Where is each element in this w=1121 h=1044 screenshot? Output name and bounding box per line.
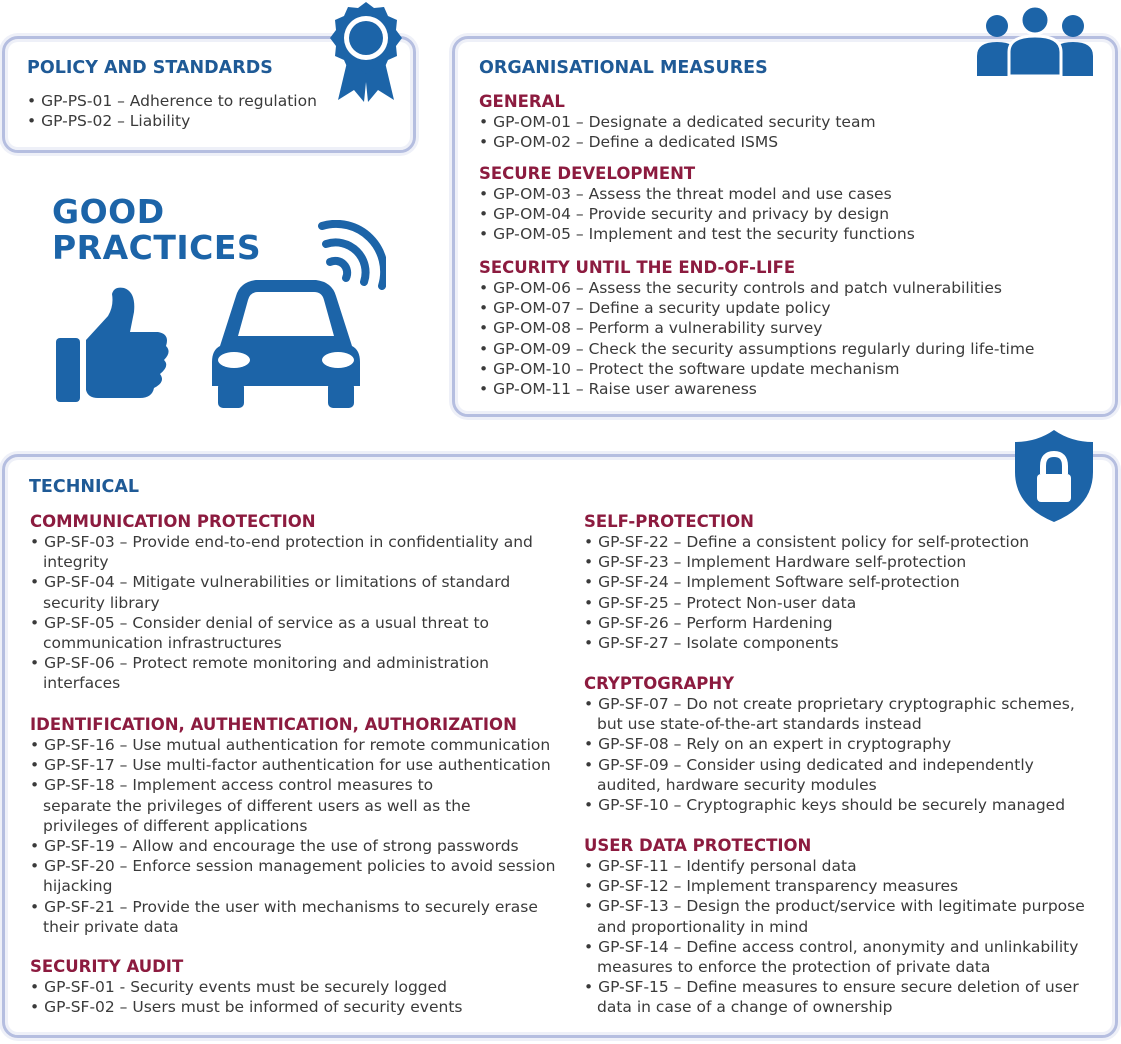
list-item: • GP-SF-25 – Protect Non-user data: [584, 593, 1099, 613]
thumbs-up-icon: [54, 286, 174, 404]
heading-line-2: PRACTICES: [52, 228, 262, 267]
om-section-end-of-life: [479, 258, 1099, 399]
list-item: • GP-SF-15 – Define measures to ensure secure deletion of user data in case of a change of ownership: [584, 977, 1099, 1017]
list-item: • GP-OM-10 – Protect the software update mechanism: [479, 359, 1099, 379]
list-item: • GP-SF-10 – Cryptographic keys should be securely managed: [584, 795, 1099, 815]
section-title: USER DATA PROTECTION: [584, 836, 812, 855]
list-item: • GP-PS-02 – Liability: [27, 111, 397, 131]
list-item: • GP-SF-20 – Enforce session management policies to avoid session hijacking: [30, 856, 560, 896]
list-item: • GP-OM-07 – Define a security update policy: [479, 298, 1099, 318]
tech-section-identification: [30, 715, 560, 937]
list-item: • GP-SF-17 – Use multi-factor authentication for use authentication: [30, 755, 560, 775]
list-item: • GP-SF-11 – Identify personal data: [584, 856, 1099, 876]
list-item: • GP-SF-24 – Implement Software self-protection: [584, 572, 1099, 592]
heading-line-1: GOOD: [52, 192, 165, 231]
list-item: • GP-SF-16 – Use mutual authentication for remote communication: [30, 735, 560, 755]
connected-car-icon: [196, 220, 386, 410]
tech-section-audit: [30, 957, 560, 1017]
list-item: • GP-SF-08 – Rely on an expert in cryptography: [584, 734, 1099, 754]
tech-section-self-protection: [584, 512, 1099, 653]
list-item: • GP-SF-14 – Define access control, anonymity and unlinkability measures to enforce the protection of private data: [584, 937, 1099, 977]
list-item: • GP-SF-13 – Design the product/service with legitimate purpose and proportionality in mind: [584, 896, 1099, 936]
list-item: • GP-SF-03 – Provide end-to-end protection in confidentiality and integrity: [30, 532, 560, 572]
tech-section-user-data: [584, 836, 1099, 1018]
list-item: • GP-OM-05 – Implement and test the security functions: [479, 224, 1089, 244]
list-item: • GP-SF-26 – Perform Hardening: [584, 613, 1099, 633]
list-item: • GP-SF-05 – Consider denial of service as a usual threat to communication infrastructures: [30, 613, 560, 653]
list-item: • GP-SF-21 – Provide the user with mechanisms to securely erase their private data: [30, 897, 560, 937]
section-title: SELF-PROTECTION: [584, 512, 754, 531]
list-item: • GP-OM-08 – Perform a vulnerability survey: [479, 318, 1099, 338]
section-title: SECURITY UNTIL THE END-OF-LIFE: [479, 258, 796, 277]
list-item: • GP-SF-19 – Allow and encourage the use of strong passwords: [30, 836, 560, 856]
organisational-title: ORGANISATIONAL MEASURES: [479, 58, 768, 78]
om-section-secure-development: [479, 164, 1089, 245]
policy-title: POLICY AND STANDARDS: [27, 58, 273, 78]
list-item: • GP-SF-01 - Security events must be securely logged: [30, 977, 560, 997]
list-item: • GP-OM-09 – Check the security assumptions regularly during life-time: [479, 339, 1099, 359]
award-ribbon-icon: [320, 0, 412, 104]
list-item: • GP-SF-06 – Protect remote monitoring and administration interfaces: [30, 653, 560, 693]
section-title: GENERAL: [479, 92, 565, 111]
list-item: • GP-SF-23 – Implement Hardware self-protection: [584, 552, 1099, 572]
list-item: • GP-OM-03 – Assess the threat model and use cases: [479, 184, 1089, 204]
list-item: • GP-OM-11 – Raise user awareness: [479, 379, 1099, 399]
section-title: IDENTIFICATION, AUTHENTICATION, AUTHORIZATION: [30, 715, 517, 734]
list-item: • GP-SF-04 – Mitigate vulnerabilities or limitations of standard security library: [30, 572, 560, 612]
section-title: SECURE DEVELOPMENT: [479, 164, 696, 183]
section-title: CRYPTOGRAPHY: [584, 674, 735, 693]
list-item: • GP-SF-27 – Isolate components: [584, 633, 1099, 653]
list-item: • GP-PS-01 – Adherence to regulation: [27, 91, 397, 111]
list-item: • GP-SF-07 – Do not create proprietary cryptographic schemes, but use state-of-the-art standards instead: [584, 694, 1099, 734]
list-item: • GP-OM-01 – Designate a dedicated security team: [479, 112, 1089, 132]
list-item: • GP-SF-18 – Implement access control measures to separate the privileges of different users as well as the privileges of different applications: [30, 775, 560, 836]
list-item: • GP-OM-04 – Provide security and privacy by design: [479, 204, 1089, 224]
list-item: • GP-SF-22 – Define a consistent policy for self-protection: [584, 532, 1099, 552]
list-item: • GP-SF-02 – Users must be informed of security events: [30, 997, 560, 1017]
list-item: • GP-OM-02 – Define a dedicated ISMS: [479, 132, 1089, 152]
shield-lock-icon: [1013, 428, 1095, 524]
list-item: • GP-OM-06 – Assess the security controls and patch vulnerabilities: [479, 278, 1099, 298]
technical-title: TECHNICAL: [29, 477, 140, 497]
tech-section-cryptography: [584, 674, 1099, 815]
section-title: COMMUNICATION PROTECTION: [30, 512, 316, 531]
list-item: • GP-SF-09 – Consider using dedicated and independently audited, hardware security modules: [584, 755, 1099, 795]
section-title: SECURITY AUDIT: [30, 957, 184, 976]
tech-section-communication: [30, 512, 560, 694]
om-section-general: [479, 92, 1089, 152]
people-group-icon: [975, 4, 1095, 76]
list-item: • GP-SF-12 – Implement transparency measures: [584, 876, 1099, 896]
